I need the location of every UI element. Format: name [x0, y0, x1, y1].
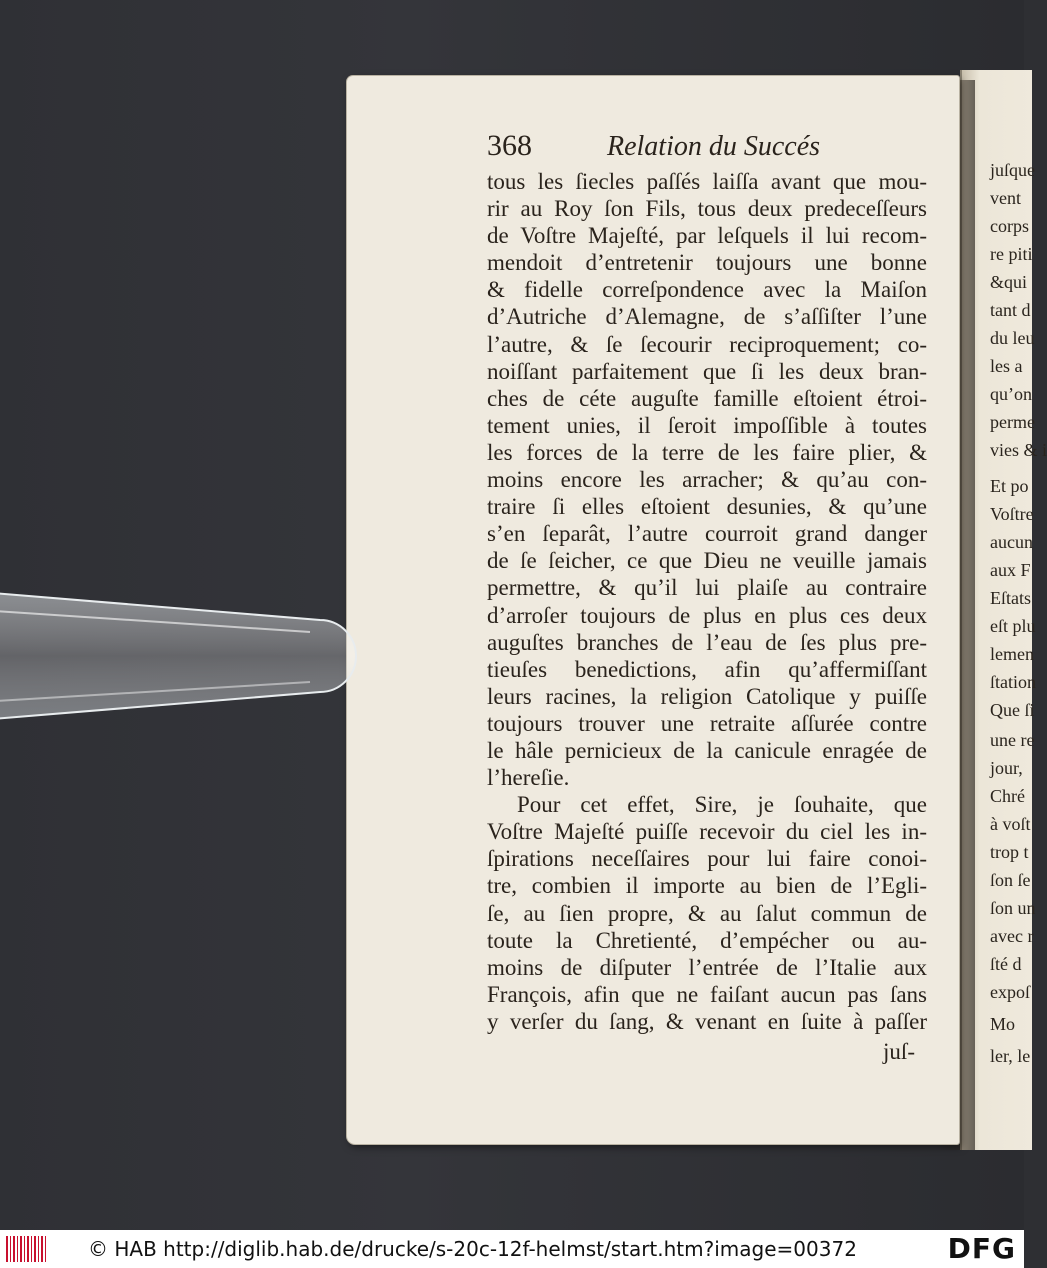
text-line: auguſtes branches de l’eau de ſes plus pre-	[487, 629, 927, 655]
text-line: permettre, & qu’il lui plaiſe au contraire	[487, 575, 927, 601]
text-line: & fidelle correſpondence avec la Maiſon	[487, 277, 927, 303]
text-line: toujours trouver une retraite aſſurée contre	[487, 710, 927, 736]
text-line: Pour cet effet, Sire, je ſouhaite, que	[517, 792, 927, 818]
facing-page-fragment: une re	[990, 730, 1035, 750]
facing-page-fragment: Chré	[990, 786, 1025, 806]
facing-page-fragment: tant d	[990, 300, 1031, 320]
page-number: 368	[487, 129, 532, 162]
footer-bar	[0, 1230, 1024, 1268]
text-line: de Voſtre Majeſté, par leſquels il lui recom-	[487, 223, 927, 249]
text-line: moins encore les arracher; & qu’au con-	[487, 467, 927, 493]
facing-page-fragment: vies & i	[990, 440, 1047, 460]
facing-page-fragment: vent	[990, 188, 1021, 208]
facing-page-fragment: Que ſi	[990, 700, 1035, 720]
text-line: tieuſes benedictions, afin qu’affermiſſant	[487, 656, 927, 682]
facing-page-fragment: juſque	[990, 160, 1035, 180]
facing-page-fragment: aux F	[990, 560, 1031, 580]
facing-page-fragment: aucun	[990, 532, 1033, 552]
text-line: toute la Chretienté, d’empécher ou au-	[487, 927, 927, 953]
text-line: tre, combien il importe au bien de l’Egli-	[487, 873, 927, 899]
facing-page-fragment: Voſtre	[990, 504, 1034, 524]
text-line: de ſe ſeicher, ce que Dieu ne veuille jamais	[487, 548, 927, 574]
facing-page-fragment: du leu	[990, 328, 1035, 348]
running-title: Relation du Succés	[607, 131, 821, 162]
facing-page-fragment: lemen	[990, 644, 1034, 664]
text-line: s’en ſeparât, l’autre courroit grand danger	[487, 521, 927, 547]
text-line: mendoit d’entretenir toujours une bonne	[487, 250, 927, 276]
facing-page-fragment: avec r	[990, 926, 1034, 946]
text-line: traire ſi elles eſtoient desunies, & qu’une	[487, 494, 927, 520]
facing-page-fragment: expoſ	[990, 982, 1030, 1002]
page-text-block	[487, 124, 927, 1065]
text-line: ſpirations neceſſaires pour lui faire conoi-	[487, 846, 927, 872]
facing-page-fragment: Et po	[990, 476, 1029, 496]
body-text	[487, 168, 927, 1035]
text-line: ſe, au ſien propre, & au ſalut commun de	[487, 900, 927, 926]
text-line: noiſſant parfaitement que ſi les deux bran-	[487, 358, 927, 384]
glass-weight	[0, 580, 390, 730]
facing-page-fragment: à voſt	[990, 814, 1031, 834]
facing-page-fragment: perme	[990, 412, 1035, 432]
text-line: Voſtre Majeſté puiſſe recevoir du ciel les in-	[487, 819, 927, 845]
text-line: ches de céte auguſte famille eſtoient étroi-	[487, 385, 927, 411]
facing-page-fragment: re piti	[990, 244, 1033, 264]
text-line: les forces de la terre de les faire plier, &	[487, 439, 927, 465]
text-line: le hâle pernicieux de la canicule enragée de	[487, 737, 927, 763]
catchword: juſ-	[883, 1039, 915, 1064]
facing-page-fragment: ſon ſe	[990, 870, 1031, 890]
facing-page-fragment: Eſtats	[990, 588, 1031, 608]
hab-logo-icon	[6, 1236, 48, 1262]
facing-page-fragment: ſon un	[990, 898, 1036, 918]
text-line: d’arroſer toujours de plus en plus ces deux	[487, 602, 927, 628]
page-header	[487, 124, 927, 168]
book-page	[347, 76, 959, 1144]
dfg-logo: DFG	[947, 1232, 1016, 1265]
facing-page-fragment: jour,	[990, 758, 1023, 778]
facing-page-fragment: Mo	[990, 1014, 1016, 1034]
facing-page-fragment: les a	[990, 356, 1023, 376]
text-line: l’hereſie.	[487, 765, 570, 791]
facing-page-fragment: ler, le	[990, 1046, 1031, 1066]
facing-page-fragment: corps	[990, 216, 1029, 236]
facing-page-fragment: &qui	[990, 272, 1028, 292]
text-line: y verſer du ſang, & venant en ſuite à paſſer	[487, 1008, 927, 1034]
text-line: tous les ſiecles paſſés laiſſa avant que mou-	[487, 169, 927, 194]
text-line: tement unies, il ſeroit impoſſible à toutes	[487, 412, 927, 438]
facing-page-fragment: trop t	[990, 842, 1029, 862]
text-line: d’Autriche d’Alemagne, de s’aſſiſter l’une	[487, 304, 927, 330]
facing-page-fragment: ſtation	[990, 672, 1036, 692]
text-line: rir au Roy ſon Fils, tous deux predeceſſeurs	[487, 196, 927, 222]
text-line: François, afin que ne faiſant aucun pas ſans	[487, 981, 927, 1007]
text-line: l’autre, & ſe ſecourir reciproquement; co-	[487, 331, 927, 357]
facing-page-fragment: ſté d	[990, 954, 1022, 974]
text-line: leurs racines, la religion Catolique y puiſſe	[487, 683, 927, 709]
facing-page-fragment: eſt plu	[990, 616, 1036, 636]
text-line: moins de diſputer l’entrée de l’Italie aux	[487, 954, 927, 980]
facing-page-fragment: qu’on	[990, 384, 1032, 404]
copyright-url: © HAB http://diglib.hab.de/drucke/s-20c-12f-helmst/start.htm?image=00372	[88, 1237, 857, 1261]
